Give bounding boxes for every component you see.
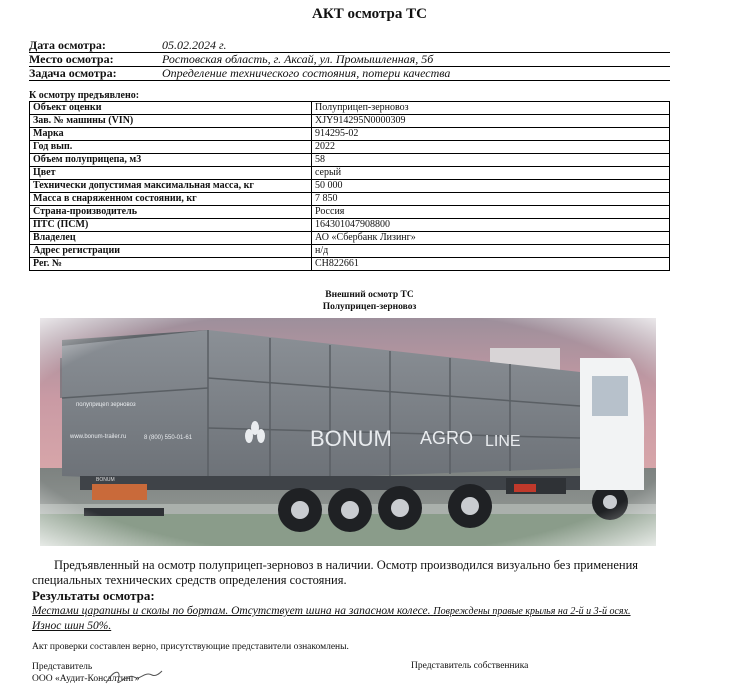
spec-value: 50 000: [312, 180, 670, 193]
results-end: Износ шин 50%.: [32, 620, 112, 632]
table-row: [30, 115, 670, 128]
spec-value: 58: [312, 154, 670, 167]
spec-value: 914295-02: [312, 128, 670, 141]
rep-left-title: Представитель: [32, 662, 93, 672]
spec-key: ПТС (ПСМ): [30, 219, 312, 232]
spec-key: Объем полуприцепа, м3: [30, 154, 312, 167]
spec-value: CH822661: [312, 258, 670, 271]
table-row: [30, 206, 670, 219]
spec-key: Адрес регистрации: [30, 245, 312, 258]
presented-label: К осмотру предъявлено:: [29, 90, 140, 101]
act-note: Акт проверки составлен верно, присутствующие представители ознакомлены.: [32, 642, 349, 652]
representative-right: Представитель собственника: [411, 661, 529, 671]
spec-key: Владелец: [30, 232, 312, 245]
results-main: Местами царапины и сколы по бортам. Отсутствует шина на запасном колесе.: [32, 605, 431, 617]
spec-key: Объект оценки: [30, 102, 312, 115]
meta-label: Место осмотра:: [29, 52, 114, 66]
inspection-paragraph-text: Предъявленный на осмотр полуприцеп-зерновоз в наличии. Осмотр производился визуально без применения специальных технических средств определения состояния.: [32, 558, 639, 587]
spec-key: Рег. №: [30, 258, 312, 271]
meta-value: 05.02.2024 г.: [162, 38, 227, 52]
spec-key: Цвет: [30, 167, 312, 180]
spec-value: 164301047908800: [312, 219, 670, 232]
table-row: [30, 219, 670, 232]
spec-value: серый: [312, 167, 670, 180]
spec-key: Год вып.: [30, 141, 312, 154]
spec-value: 7 850: [312, 193, 670, 206]
trailer-photo: [40, 318, 656, 546]
meta-label: Задача осмотра:: [29, 66, 117, 80]
spec-key: Технически допустимая максимальная масса, кг: [30, 180, 312, 193]
signature-icon: [104, 665, 164, 689]
spec-value: XJY914295N0000309: [312, 115, 670, 128]
spec-key: Масса в снаряженном состоянии, кг: [30, 193, 312, 206]
table-row: [30, 154, 670, 167]
spec-value: АО «Сбербанк Лизинг»: [312, 232, 670, 245]
section-subtitle: Полуприцеп-зерновоз: [322, 302, 417, 312]
meta-value: Ростовская область, г. Аксай, ул. Промышленная, 5б: [162, 52, 434, 66]
results-title: Результаты осмотра:: [32, 588, 155, 603]
spec-value: 2022: [312, 141, 670, 154]
table-row: [30, 180, 670, 193]
spec-value: Полуприцеп-зерновоз: [312, 102, 670, 115]
meta-row-task: [29, 66, 670, 81]
spec-value: Россия: [312, 206, 670, 219]
table-row: [30, 258, 670, 271]
meta-row-date: [29, 38, 670, 53]
spec-key: Марка: [30, 128, 312, 141]
meta-label: Дата осмотра:: [29, 38, 106, 52]
table-row: [30, 167, 670, 180]
meta-value: Определение технического состояния, потери качества: [162, 66, 451, 80]
table-row: [30, 232, 670, 245]
document-title: АКТ осмотра ТС: [312, 6, 427, 22]
spec-table: [29, 101, 670, 271]
table-row: [30, 128, 670, 141]
meta-row-place: [29, 52, 670, 67]
spec-key: Страна-производитель: [30, 206, 312, 219]
table-row: [30, 193, 670, 206]
results-small: Повреждены правые крылья на 2-й и 3-й осях.: [433, 606, 631, 617]
spec-key: Зав. № машины (VIN): [30, 115, 312, 128]
rep-left-org: ООО «Аудит-Консалтинг»: [32, 674, 140, 684]
spec-value: н/д: [312, 245, 670, 258]
table-row: [30, 245, 670, 258]
inspection-paragraph: [32, 558, 672, 588]
section-title: Внешний осмотр ТС: [325, 290, 414, 300]
results-text: [32, 604, 662, 633]
table-row: [30, 102, 670, 115]
table-row: [30, 141, 670, 154]
